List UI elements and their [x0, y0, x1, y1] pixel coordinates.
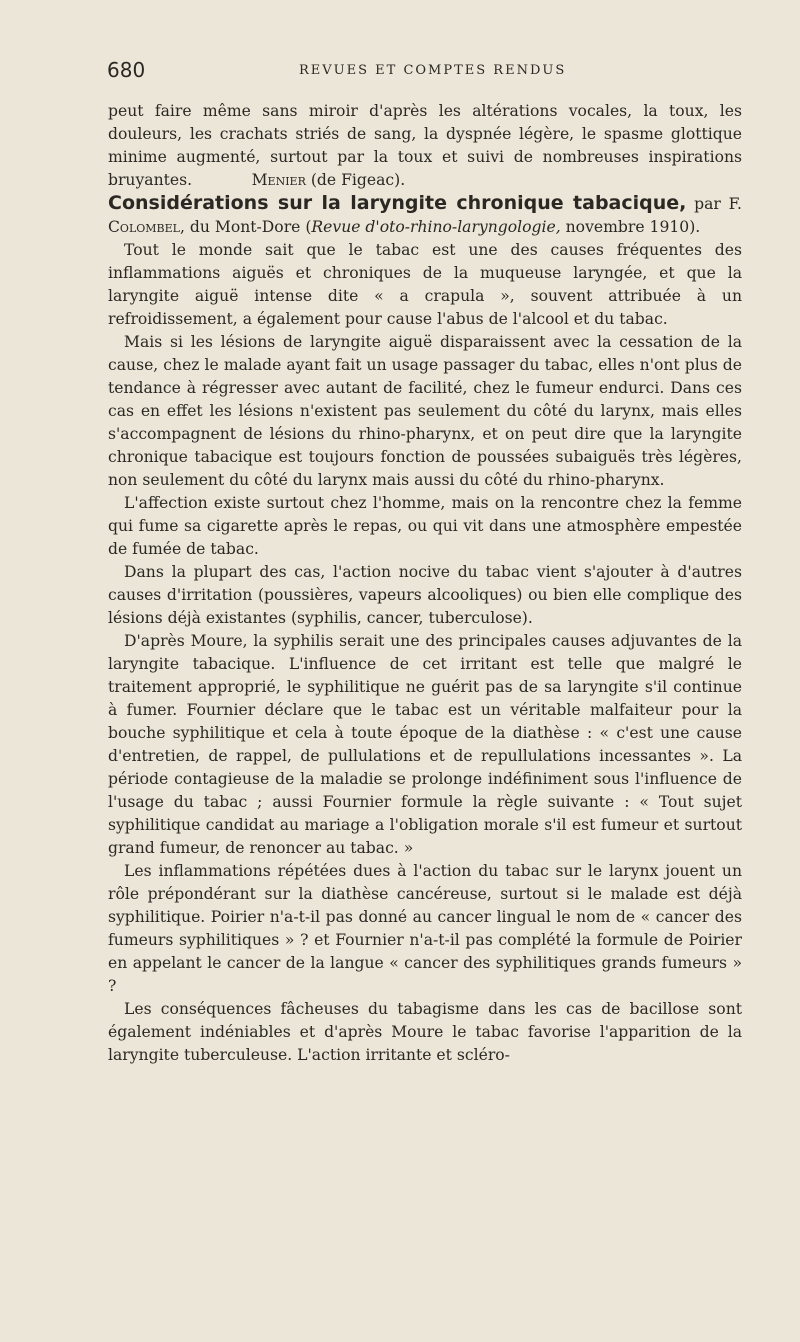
review-author: Menier [251, 171, 306, 189]
paragraph: D'après Moure, la syphilis serait une des principales causes adjuvantes de la laryngite tabacique. L'influence de cet irritant est telle que malgré le traitement approprié, le syphilitique ne guérit pas de sa laryngite s'il continue à fumer. Fournier déclare que le tabac est un véritable malfaiteur pour la bouche syphilitique et cela à toute époque de la diathèse : « c'est une cause d'entretien, de rappel, de pullulations et de repullulations incessantes ». La période contagieuse de la maladie se prolonge indéfiniment sous l'influence de l'usage du tabac ; aussi Fournier formule la règle suivante : « Tout sujet syphilitique candidat au mariage a l'obligation morale s'il est fumeur et surtout grand fumeur, de renoncer au tabac. » [108, 632, 742, 857]
paragraph: Les inflammations répétées dues à l'action du tabac sur le larynx jouent un rôle prépondérant sur la diathèse cancéreuse, surtout si le malade est déjà syphilitique. Poirier n'a-t-il pas donné au cancer lingual le nom de « cancer des fumeurs syphilitiques » ? et Fournier n'a-t-il pas complété la formule de Poirier en appelant le cancer de la langue « cancer des syphilitiques grands fumeurs » ? [108, 862, 742, 995]
article-place: , du Mont-Dore ( [179, 218, 312, 236]
article-author: Colombel [108, 218, 180, 236]
review-author-location: (de Figeac). [310, 171, 406, 189]
paragraph-continued [108, 100, 742, 192]
article-heading [108, 192, 742, 239]
paragraph-text: peut faire même sans miroir d'après les altérations vocales, la toux, les douleurs, les crachats striés de sang, la dyspnée légère, le spasme glottique minime augmenté, surtout par la toux et suivi de nombreuses inspirations bruyantes. [108, 102, 742, 189]
running-title: REVUES ET COMPTES RENDUS [299, 63, 567, 78]
page-number: 680 [107, 58, 146, 82]
paragraph: Dans la plupart des cas, l'action nocive du tabac vient s'ajouter à d'autres causes d'irritation (poussières, vapeurs alcooliques) ou bien elle complique des lésions déjà existantes (syphilis, cancer, tuberculose). [108, 563, 742, 627]
article-by: par F. [694, 195, 742, 213]
article-journal: Revue d'oto-rhino-laryngologie, [311, 218, 561, 236]
paragraph: Les conséquences fâcheuses du tabagisme dans les cas de bacillose sont également indéniables et d'après Moure le tabac favorise l'apparition de la laryngite tuberculeuse. L'action irritante et scléro- [108, 1000, 742, 1064]
page-header [107, 58, 742, 88]
body-text [108, 100, 742, 1067]
article-date: novembre 1910). [560, 218, 701, 236]
paragraph: L'affection existe surtout chez l'homme, mais on la rencontre chez la femme qui fume sa cigarette après le repas, ou qui vit dans une atmosphère empestée de fumée de tabac. [108, 494, 742, 558]
paragraph: Mais si les lésions de laryngite aiguë disparaissent avec la cessation de la cause, chez le malade ayant fait un usage passager du tabac, elles n'ont plus de tendance à régresser avec autant de facilité, chez le fumeur endurci. Dans ces cas en effet les lésions n'existent pas seulement du côté du larynx, mais elles s'accompagnent de lésions du rhino-pharynx, et on peut dire que la laryngite chronique tabacique est toujours fonction de poussées subaiguës très légères, non seulement du côté du larynx mais aussi du côté du rhino-pharynx. [108, 333, 742, 489]
paragraph: Tout le monde sait que le tabac est une des causes fréquentes des inflammations aiguës et chroniques de la muqueuse laryngée, et que la laryngite aiguë intense dite « a crapula », souvent attribuée à un refroidissement, a également pour cause l'abus de l'alcool et du tabac. [108, 241, 742, 328]
article-title: Considérations sur la laryngite chronique tabacique, [108, 192, 687, 214]
